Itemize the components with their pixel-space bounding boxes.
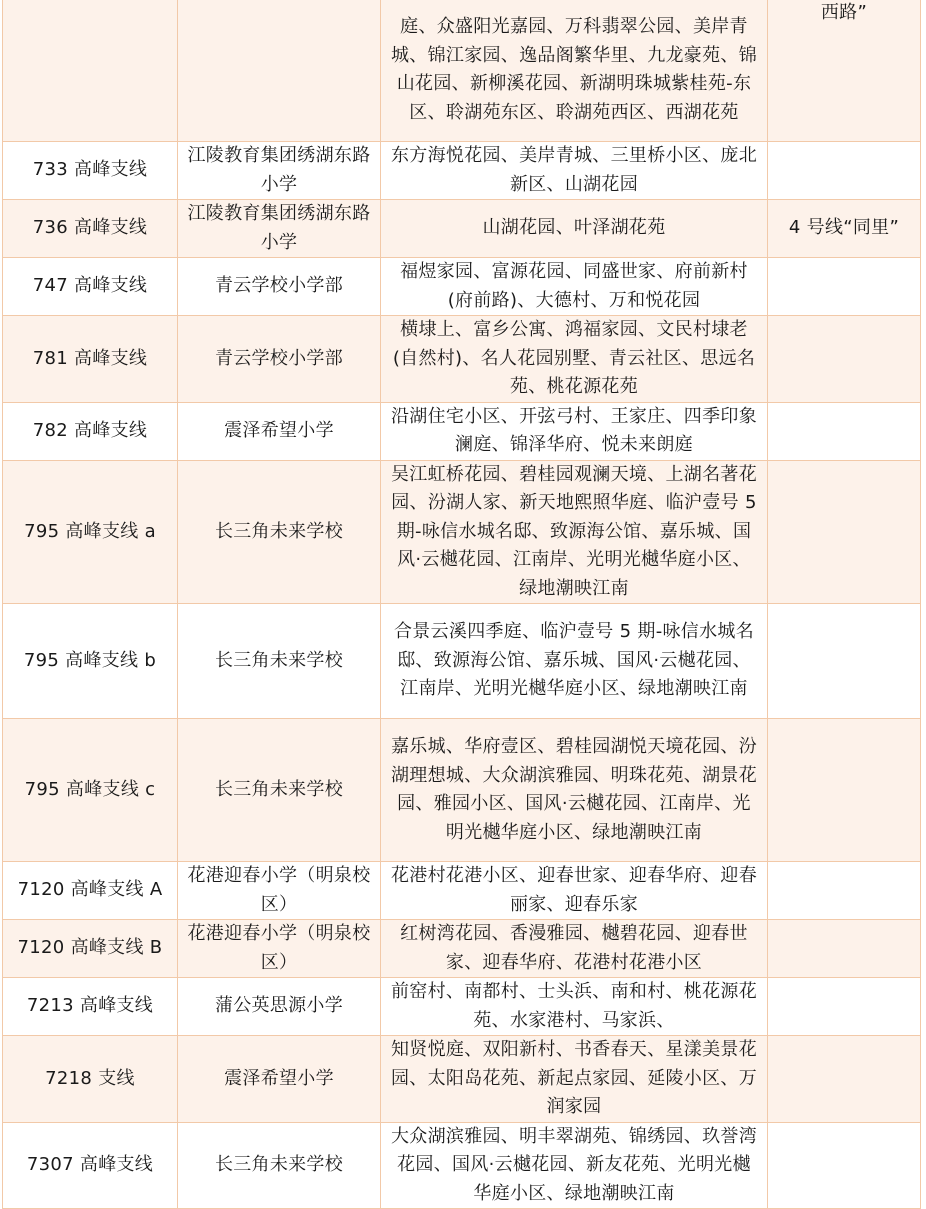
communities-cell: 山湖花园、叶泽湖花苑 xyxy=(381,200,768,258)
bus-route-table xyxy=(2,0,921,1209)
note-cell: 4 号线“同里” xyxy=(768,200,921,258)
school-cell: 花港迎春小学（明泉校区） xyxy=(178,862,381,920)
note-cell xyxy=(768,258,921,316)
school-cell: 长三角未来学校 xyxy=(178,1122,381,1209)
school-cell xyxy=(178,0,381,142)
communities-cell: 横埭上、富乡公寓、鸿福家园、文民村埭老(自然村)、名人花园别墅、青云社区、思远名苑、桃花源花苑 xyxy=(381,316,768,403)
route-cell: 7218 支线 xyxy=(3,1036,178,1123)
school-cell: 青云学校小学部 xyxy=(178,258,381,316)
note-cell xyxy=(768,402,921,460)
route-cell: 7307 高峰支线 xyxy=(3,1122,178,1209)
note-cell xyxy=(768,978,921,1036)
route-cell: 7120 高峰支线 A xyxy=(3,862,178,920)
note-cell xyxy=(768,719,921,862)
communities-cell: 大众湖滨雅园、明丰翠湖苑、锦绣园、玖誉湾花园、国风·云樾花园、新友花苑、光明光樾华庭小区、绿地潮映江南 xyxy=(381,1122,768,1209)
communities-cell: 庭、众盛阳光嘉园、万科翡翠公园、美岸青城、锦江家园、逸品阁繁华里、九龙豪苑、锦山花园、新柳溪花园、新湖明珠城紫桂苑-东区、聆湖苑东区、聆湖苑西区、西湖花苑 xyxy=(381,0,768,142)
communities-cell: 吴江虹桥花园、碧桂园观澜天境、上湖名著花园、汾湖人家、新天地熙照华庭、临沪壹号 5 期-咏信水城名邸、致源海公馆、嘉乐城、国风·云樾花园、江南岸、光明光樾华庭小区、绿地潮映江南 xyxy=(381,460,768,604)
communities-cell: 前窑村、南都村、士头浜、南和村、桃花源花苑、水家港村、马家浜、 xyxy=(381,978,768,1036)
school-cell: 青云学校小学部 xyxy=(178,316,381,403)
school-cell: 震泽希望小学 xyxy=(178,402,381,460)
table-row xyxy=(3,460,921,604)
communities-cell: 沿湖住宅小区、开弦弓村、王家庄、四季印象澜庭、锦泽华府、悦未来朗庭 xyxy=(381,402,768,460)
table-row xyxy=(3,200,921,258)
table-row xyxy=(3,402,921,460)
school-cell: 江陵教育集团绣湖东路小学 xyxy=(178,200,381,258)
route-cell: 7213 高峰支线 xyxy=(3,978,178,1036)
school-cell: 花港迎春小学（明泉校区） xyxy=(178,920,381,978)
route-cell: 781 高峰支线 xyxy=(3,316,178,403)
table-row xyxy=(3,258,921,316)
table-row xyxy=(3,978,921,1036)
route-cell xyxy=(3,0,178,142)
school-cell: 长三角未来学校 xyxy=(178,460,381,604)
communities-cell: 嘉乐城、华府壹区、碧桂园湖悦天境花园、汾湖理想城、大众湖滨雅园、明珠花苑、湖景花园、雅园小区、国风·云樾花园、江南岸、光明光樾华庭小区、绿地潮映江南 xyxy=(381,719,768,862)
communities-cell: 知贤悦庭、双阳新村、书香春天、星漾美景花园、太阳岛花苑、新起点家园、延陵小区、万润家园 xyxy=(381,1036,768,1123)
table-row xyxy=(3,604,921,719)
table-row xyxy=(3,1122,921,1209)
note-cell xyxy=(768,1036,921,1123)
communities-cell: 花港村花港小区、迎春世家、迎春华府、迎春丽家、迎春乐家 xyxy=(381,862,768,920)
communities-cell: 红树湾花园、香漫雅园、樾碧花园、迎春世家、迎春华府、花港村花港小区 xyxy=(381,920,768,978)
table-row xyxy=(3,0,921,142)
school-cell: 长三角未来学校 xyxy=(178,604,381,719)
note-cell xyxy=(768,604,921,719)
route-cell: 7120 高峰支线 B xyxy=(3,920,178,978)
school-cell: 江陵教育集团绣湖东路小学 xyxy=(178,142,381,200)
note-cell xyxy=(768,862,921,920)
table-row xyxy=(3,920,921,978)
note-cell xyxy=(768,316,921,403)
table-row xyxy=(3,862,921,920)
route-cell: 736 高峰支线 xyxy=(3,200,178,258)
route-cell: 795 高峰支线 a xyxy=(3,460,178,604)
table-row xyxy=(3,1036,921,1123)
note-cell xyxy=(768,920,921,978)
table-row xyxy=(3,142,921,200)
route-cell: 795 高峰支线 c xyxy=(3,719,178,862)
communities-cell: 福煜家园、富源花园、同盛世家、府前新村(府前路)、大德村、万和悦花园 xyxy=(381,258,768,316)
route-cell: 795 高峰支线 b xyxy=(3,604,178,719)
note-cell xyxy=(768,1122,921,1209)
communities-cell: 合景云溪四季庭、临沪壹号 5 期-咏信水城名邸、致源海公馆、嘉乐城、国风·云樾花园、江南岸、光明光樾华庭小区、绿地潮映江南 xyxy=(381,604,768,719)
school-cell: 蒲公英思源小学 xyxy=(178,978,381,1036)
note-cell xyxy=(768,142,921,200)
school-cell: 震泽希望小学 xyxy=(178,1036,381,1123)
note-cell xyxy=(768,460,921,604)
route-cell: 733 高峰支线 xyxy=(3,142,178,200)
route-cell: 747 高峰支线 xyxy=(3,258,178,316)
table-row xyxy=(3,316,921,403)
communities-cell: 东方海悦花园、美岸青城、三里桥小区、庞北新区、山湖花园 xyxy=(381,142,768,200)
school-cell: 长三角未来学校 xyxy=(178,719,381,862)
note-cell: 西路” xyxy=(768,0,921,142)
route-cell: 782 高峰支线 xyxy=(3,402,178,460)
table-row xyxy=(3,719,921,862)
